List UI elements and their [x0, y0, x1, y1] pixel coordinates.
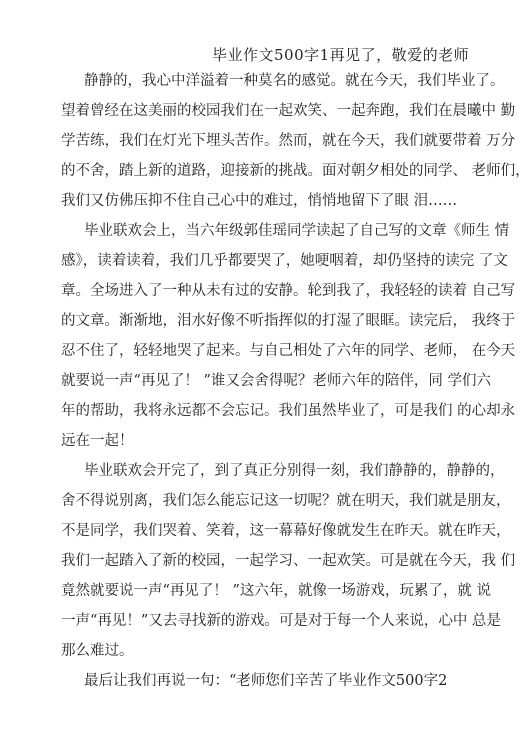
paragraph-2-line-2: 感》，读着读着，我们几乎都要哭了，她哽咽着，却仍坚持的读完 了文 [61, 253, 508, 269]
paragraph-1-line-4: 的不舍，踏上新的道路，迎接新的挑战。面对朝夕相处的同学、 老师们， [61, 163, 530, 179]
paragraph-2-line-6: 就要说一声“再见了！ ”谁又会舍得呢？老师六年的陪伴，同 学们六 [61, 373, 492, 389]
paragraph-1-line-1: 静静的，我心中洋溢着一种莫名的感觉。就在今天，我们毕业了。 [84, 73, 505, 89]
paragraph-3-line-4: 我们一起踏入了新的校园，一起学习、一起欢笑。可是就在今天，我 们 [61, 553, 516, 569]
paragraph-3-line-2: 舍不得说别离，我们怎么能忘记这一切呢？就在明天，我们就是朋友， [61, 493, 511, 509]
document-title: 毕业作文500字1再见了，敬爱的老师 [212, 46, 470, 64]
paragraph-3-line-3: 不是同学，我们哭着、笑着，这一幕幕好像就发生在昨天。就在昨天， [61, 523, 511, 539]
paragraph-2-line-5: 忍不住了，轻轻地哭了起来。与自己相处了六年的同学、老师， 在今天 [61, 343, 516, 359]
paragraph-3-line-5: 竟然就要说一声“再见了！ ”这六年，就像一场游戏，玩累了，就 说 [61, 583, 492, 599]
paragraph-2-line-8: 远在一起！ [61, 433, 134, 449]
paragraph-3-line-7: 那么难过。 [61, 643, 134, 659]
paragraph-2-line-4: 的文章。渐渐地，泪水好像不听指挥似的打湿了眼眶。读完后， 我终于 [61, 313, 516, 329]
paragraph-2-line-7: 年的帮助，我将永远都不会忘记。我们虽然毕业了，可是我们 的心却永 [61, 403, 516, 419]
paragraph-2-line-1: 毕业联欢会上，当六年级郭佳瑶同学读起了自己写的文章《师生 情 [84, 223, 510, 239]
paragraph-3-line-6: 一声“再见！”又去寻找新的游戏。可是对于每一个人来说，心中 总是 [61, 613, 501, 629]
paragraph-4-line-1: 最后让我们再说一句：“老师您们辛苦了毕业作文500字2 [84, 673, 448, 689]
paragraph-1-line-5: 我们又仿佛压抑不住自己心中的难过，悄悄地留下了眼 泪…… [61, 193, 458, 209]
paragraph-3-line-1: 毕业联欢会开完了，到了真正分别得一刻，我们静静的，静静的， [84, 463, 505, 479]
paragraph-1-line-2: 望着曾经在这美丽的校园我们在一起欢笑、一起奔跑，我们在晨曦中 勤 [61, 103, 516, 119]
paragraph-1-line-3: 学苦练，我们在灯光下埋头苦作。然而，就在今天，我们就要带着 万分 [61, 133, 516, 149]
paragraph-2-line-3: 章。全场进入了一种从未有过的安静。轮到我了，我轻轻的读着 自己写 [61, 283, 516, 299]
